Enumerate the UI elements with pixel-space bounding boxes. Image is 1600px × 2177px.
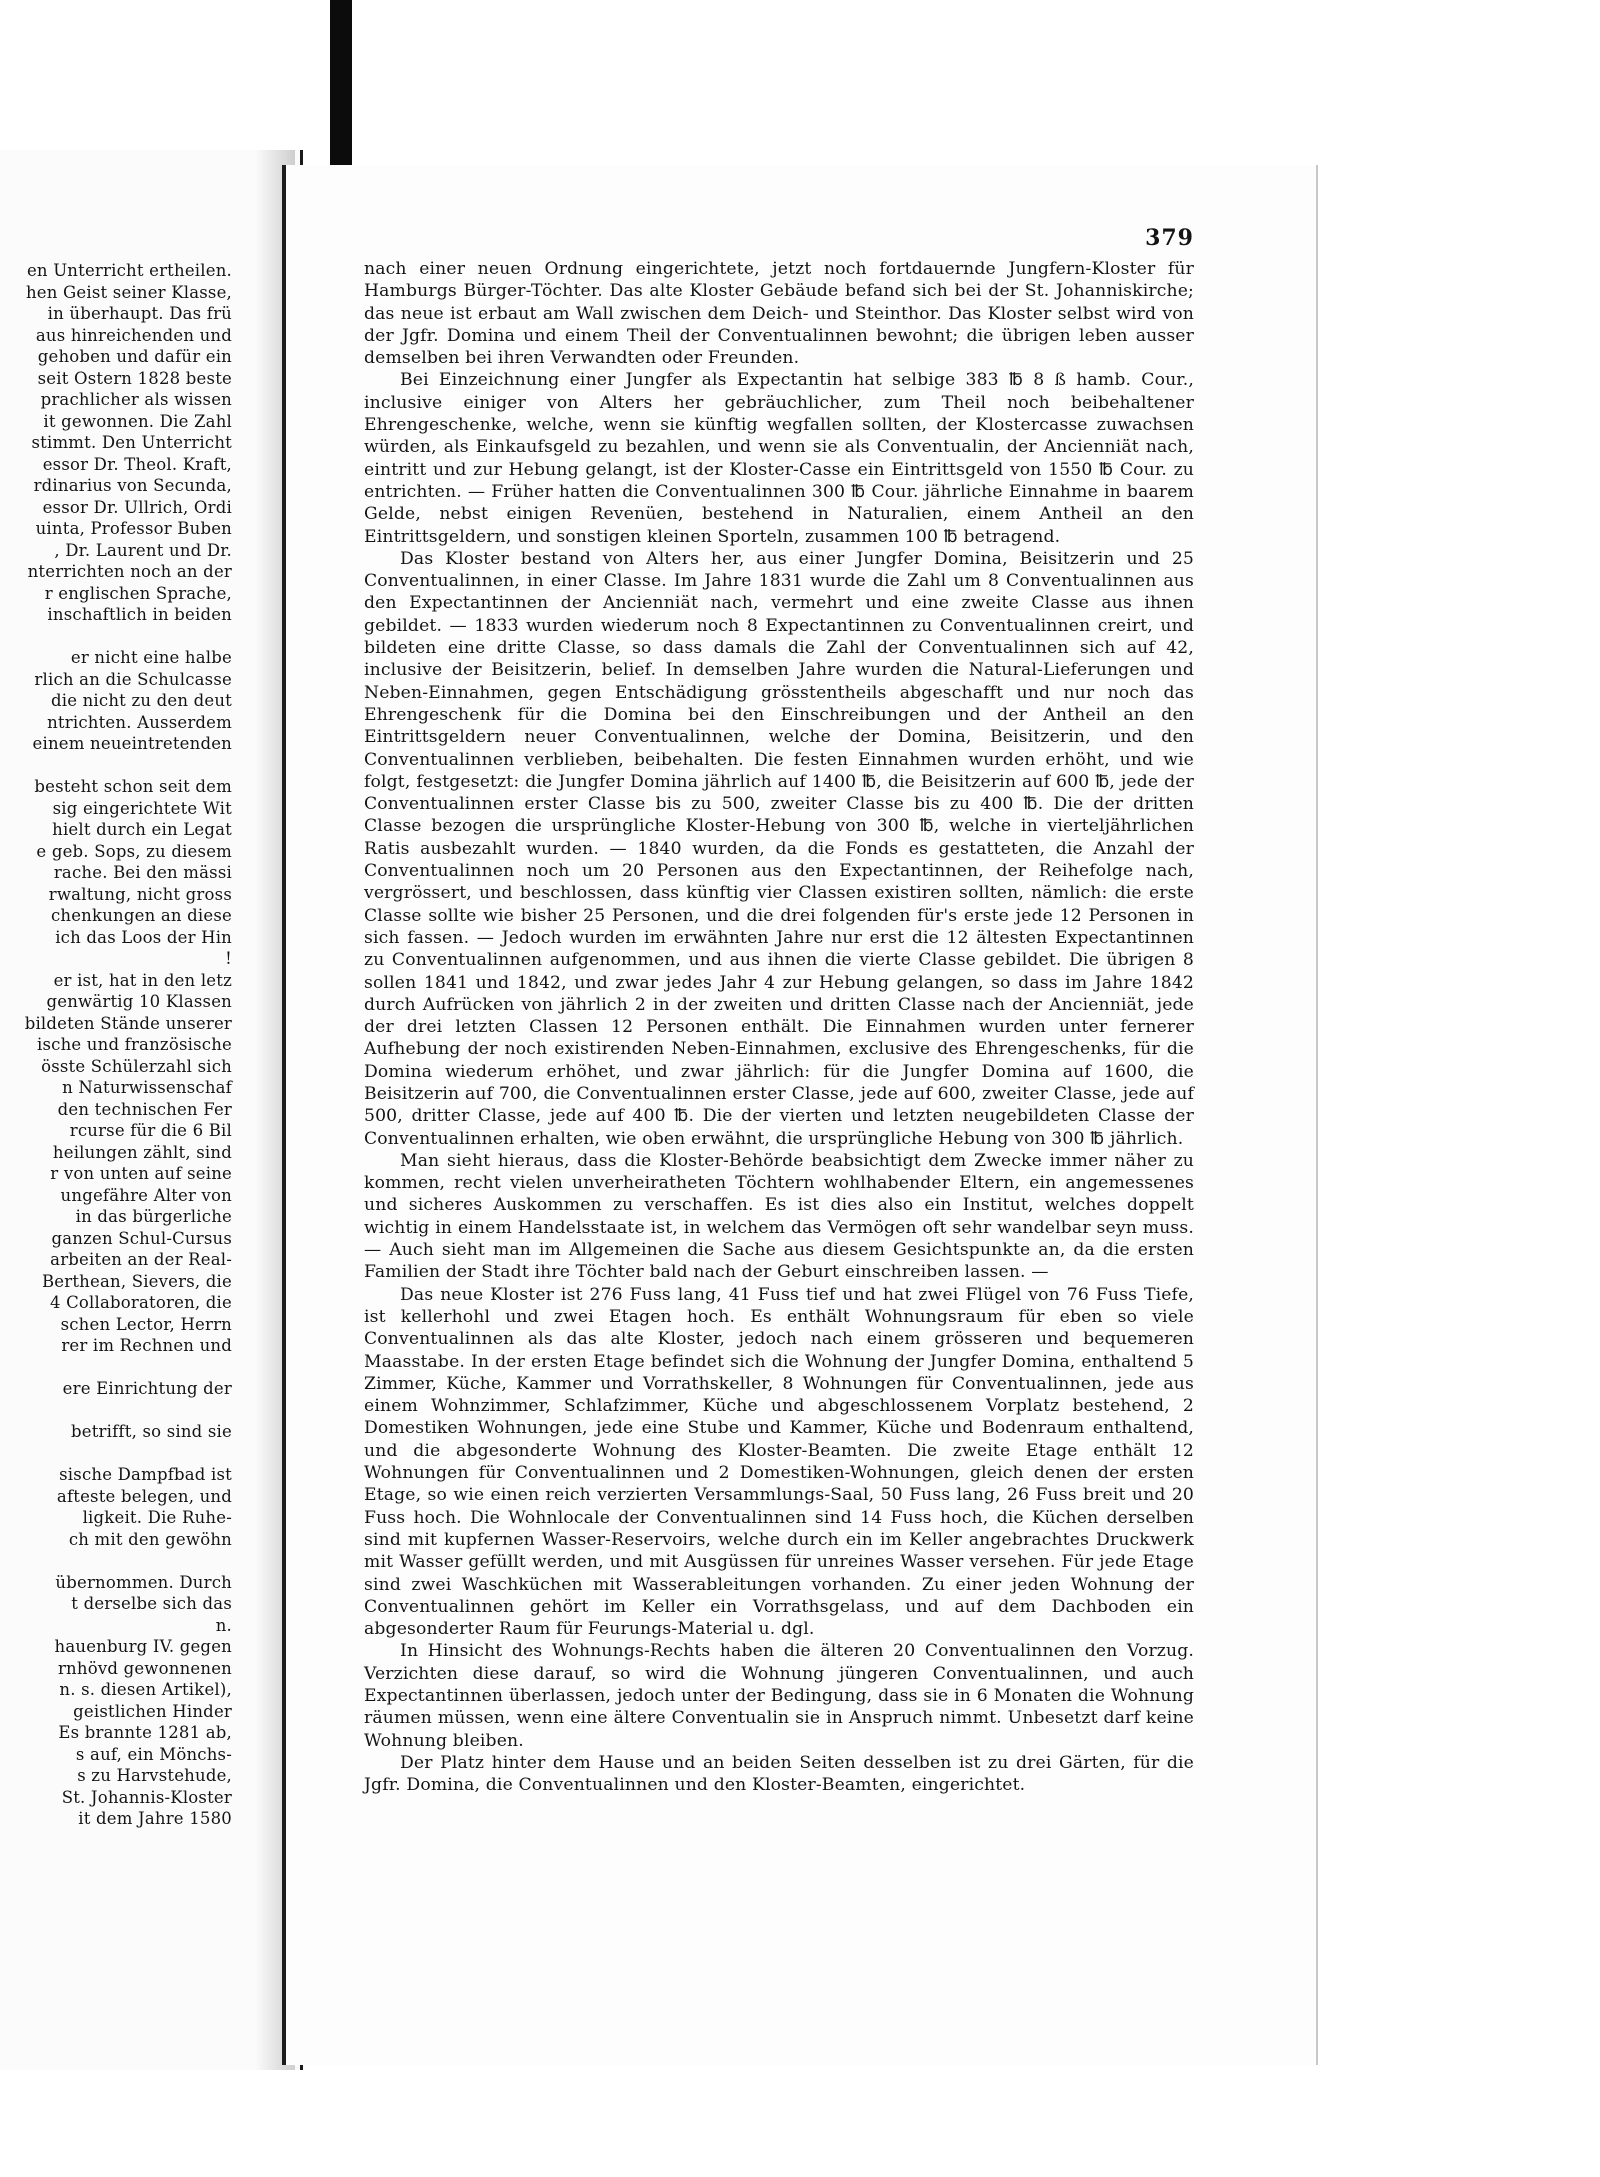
left-page-line: seit Ostern 1828 beste	[37, 368, 232, 388]
left-page-line: ische und französische	[36, 1035, 232, 1054]
left-page-line: uinta, Professor Buben	[35, 519, 232, 538]
blank-line	[0, 1550, 232, 1572]
left-page-line: geistlichen Hinder	[73, 1701, 232, 1721]
paragraph: Der Platz hinter dem Hause und an beiden Seiten desselben ist zu drei Gärten, für die Jgfr. Domina, die Conventualinnen und den Kloster-Beamten, eingerichtet.	[364, 1752, 1194, 1796]
left-page-line: in das bürgerliche	[75, 1207, 232, 1226]
left-page-line: en Unterricht ertheilen.	[26, 261, 232, 280]
left-page-line: genwärtig 10 Klassen	[46, 992, 232, 1011]
left-page-line: s auf, ein Mönchs-	[75, 1744, 232, 1764]
left-page-line: r englischen Sprache,	[44, 583, 232, 603]
paragraph: Man sieht hieraus, dass die Kloster-Behörde beabsichtigt dem Zwecke immer näher zu kommen, recht vielen unverheiratheten Töchtern wohlhabender Eltern, ein angemessenes und sicheres Auskommen zu verschaffen. Es ist dies also ein Institut, welches doppelt wichtig in einem Handelsstaate ist, in welchem das Vermögen oft sehr wandelbar seyn muss. — Auch sieht man im Allgemeinen die Sache aus diesem Gesichtspunkte an, da die ersten Familien der Stadt ihre Töchter bald nach der Geburt einschreiben lassen. —	[364, 1150, 1194, 1283]
left-page-line: chenkungen an diese	[50, 906, 232, 925]
page-number: 379	[1145, 225, 1194, 251]
left-page-line: er nicht eine halbe	[70, 648, 232, 667]
left-page-line: betrifft, so sind sie	[71, 1422, 232, 1441]
left-page-line: essor Dr. Theol. Kraft,	[42, 454, 232, 474]
paragraph: In Hinsicht des Wohnungs-Rechts haben die älteren 20 Conventualinnen den Vorzug. Verzichten diese darauf, so wird die Wohnung jüngeren Conventualinnen, und auch Expectantinnen überlassen, jedoch unter der Bedingung, dass sie in 6 Monaten die Wohnung räumen müssen, wenn eine ältere Conventualin sie in Anspruch nimmt. Unbesetzt darf keine Wohnung bleiben.	[364, 1641, 1194, 1751]
left-page-line: rer im Rechnen und	[61, 1336, 232, 1355]
left-page-line: rnhövd gewonnenen	[57, 1658, 232, 1678]
left-page-line: it gewonnen. Die Zahl	[43, 411, 232, 431]
left-page-line: ere Einrichtung der	[62, 1379, 232, 1398]
left-page-line: Berthean, Sievers, die	[41, 1271, 232, 1291]
left-page-line: rdinarius von Secunda,	[33, 476, 232, 495]
blank-line	[0, 1357, 232, 1379]
left-page-line: inschaftlich in beiden	[47, 605, 232, 624]
left-page-line: s zu Harvstehude,	[77, 1766, 232, 1785]
left-page-line: hauenburg IV. gegen	[54, 1637, 232, 1656]
left-page-line: einem neueintretenden	[32, 734, 232, 753]
paragraph: nach einer neuen Ordnung eingerichtete, jetzt noch fortdauernde Jungfern-Kloster für Hamburgs Bürger-Töchter. Das alte Kloster Gebäude befand sich bei der St. Johanniskirche; das neue ist erbaut am Wall zwischen dem Deich- und Steinthor. Das Kloster selbst wird von der Jgfr. Domina und einem Theil der Conventualinnen bewohnt; die übrigen leben ausser demselben bei ihren Verwandten oder Freunden.	[364, 259, 1194, 369]
left-page-line: nterrichten noch an der	[27, 562, 232, 581]
left-page-line: 4 Collaboratoren, die	[49, 1293, 232, 1312]
left-page-line: essor Dr. Ullrich, Ordi	[42, 497, 232, 517]
left-page-line: össte Schülerzahl sich	[41, 1056, 232, 1076]
left-page-line: St. Johannis-Kloster	[61, 1787, 232, 1807]
left-page-line: er ist, hat in den letz	[53, 970, 232, 990]
left-page-line: rcurse für die 6 Bil	[69, 1121, 232, 1140]
left-page-line: it dem Jahre 1580	[78, 1809, 232, 1828]
left-page-line: !	[225, 949, 232, 968]
left-page-line: t derselbe sich das	[71, 1594, 232, 1613]
left-page-line: ich das Loos der Hin	[55, 927, 232, 947]
left-page-line: ch mit den gewöhn	[68, 1529, 232, 1549]
left-page-line: rlich an die Schulcasse	[34, 669, 232, 689]
left-page-line: n.	[215, 1615, 232, 1635]
left-page-line: rache. Bei den mässi	[53, 863, 232, 882]
left-page-line: Es brannte 1281 ab,	[58, 1723, 232, 1742]
right-page	[282, 165, 1318, 2065]
left-page-line: in überhaupt. Das frü	[47, 304, 232, 323]
left-page-line: ungefähre Alter von	[60, 1185, 232, 1205]
left-page-line: , Dr. Laurent und Dr.	[54, 540, 232, 560]
body-text	[364, 258, 1194, 1796]
left-page-line: den technischen Fer	[57, 1099, 232, 1119]
left-page-line: afteste belegen, und	[56, 1486, 232, 1506]
blank-line	[0, 1400, 232, 1422]
left-page-line: heilungen zählt, sind	[52, 1142, 232, 1162]
left-page-line: bildeten Stände unserer	[24, 1013, 232, 1033]
left-page-line: hielt durch ein Legat	[52, 820, 232, 839]
blank-line	[0, 626, 232, 648]
paragraph: Das neue Kloster ist 276 Fuss lang, 41 Fuss tief und hat zwei Flügel von 76 Fuss Tiefe, ist kellerhohl und zwei Etagen hoch. Es enthält Wohnungsraum für eben so viele Conventualinnen als das alte Kloster, jedoch nach einem grösseren und bequemeren Maasstabe. In der ersten Etage befindet sich die Wohnung der Jungfer Domina, enthaltend 5 Zimmer, Küche, Kammer und Vorrathskeller, 8 Wohnungen für Conventualinnen, jede aus einem Wohnzimmer, Schlafzimmer, Küche und abgeschlossenem Vorplatz bestehend, 2 Domestiken Wohnungen, jede eine Stube und Kammer, Küche und Bodenraum enthaltend, und die abgesonderte Wohnung des Kloster-Beamten. Die zweite Etage enthält 12 Wohnungen für Conventualinnen und 2 Domestiken-Wohnungen, gleich denen der ersten Etage, so wie einen reich verzierten Versammlungs-Saal, 50 Fuss lang, 26 Fuss breit und 20 Fuss hoch. Die Wohnlocale der Conventualinnen sind 14 Fuss hoch, die Küchen derselben sind mit kupfernen Wasser-Reservoirs, welche durch ein im Keller angebrachtes Druckwerk mit Wasser gefüllt werden, und mit Ausgüssen für unreines Wasser versehen. Für jede Etage sind zwei Waschküchen mit Wasserableitungen vorhanden. Zu einer jeden Wohnung der Conventualinnen gehört im Keller ein Vorrathsgelass, und auf dem Dachboden ein abgesonderter Raum für Feurungs-Material u. dgl.	[364, 1284, 1194, 1640]
left-page-line: ganzen Schul-Cursus	[51, 1228, 232, 1248]
paragraph: Das Kloster bestand von Alters her, aus einer Jungfer Domina, Beisitzerin und 25 Conventualinnen, in einer Classe. Im Jahre 1831 wurde die Zahl um 8 Conventualinnen aus den Expectantinnen der Ancienniät nach, vermehrt und eine zweite Classe aus ihnen gebildet. — 1833 wurden wiederum noch 8 Expectantinnen zu Conventualinnen creirt, und bildeten eine dritte Classe, so dass damals die Zahl der Conventualinnen sich auf 42, inclusive der Beisitzerin, belief. In demselben Jahre wurden die Natural-Lieferungen und Neben-Einnahmen, gegen Entschädigung grösstentheils abgeschafft und nur noch das Ehrengeschenk für die Domina bei den Einschreibungen und der Antheil an den Eintrittsgeldern neuer Conventualinnen, welche der Domina, Beisitzerin, und den Conventualinnen verblieben, beibehalten. Die festen Einnahmen wurden erhöht, und wie folgt, festgesetzt: die Jungfer Domina jährlich auf 1400 ℔, die Beisitzerin auf 600 ℔, jede der Conventualinnen erster Classe bis zu 500, zweiter Classe bis zu 400 ℔. Die der dritten Classe bezogen die ursprüngliche Kloster-Hebung von 300 ℔, welche in vierteljährlichen Ratis ausbezahlt wurden. — 1840 wurden, da die Fonds es gestatteten, die Anzahl der Conventualinnen noch um 20 Personen aus den Expectantinnen, der Reihefolge nach, vergrössert, und beschlossen, dass künftig vier Classen existiren sollten, nämlich: die erste Classe sollte wie bisher 25 Personen, und die drei folgenden für's erste jede 12 Personen in sich fassen. — Jedoch wurden im erwähnten Jahre nur erst die 12 ältesten Expectantinnen zu Conventualinnen aufgenommen, und aus ihnen die vierte Classe gebildet. Die übrigen 8 sollen 1841 und 1842, und zwar jedes Jahr 4 zur Hebung gelangen, so dass im Jahre 1842 durch Aufrücken von jährlich 2 in der zweiten und dritten Classe nach der Ancienniät, jede der drei letzten Classen 12 Personen enthält. Die Einnahmen wurden unter fernerer Aufhebung der noch existirenden Neben-Einnahmen, exclusive des Ehrengeschenks, für die Domina wiederum erhöhet, und zwar jährlich: für die Jungfer Domina auf 1600, die Beisitzerin auf 700, die Conventualinnen erster Classe, jede auf 600, zweiter Classe, jede auf 500, dritter Classe, jede auf 400 ℔. Die der vierten und letzten neugebildeten Classe der Conventualinnen erhalten, wie oben erwähnt, die ursprüngliche Hebung von 300 ℔ jährlich.	[364, 548, 1194, 1149]
left-page-line: stimmt. Den Unterricht	[31, 433, 232, 452]
left-page-line: rwaltung, nicht gross	[48, 884, 232, 904]
left-page-line: übernommen. Durch	[55, 1572, 232, 1592]
left-page-line: die nicht zu den deut	[50, 691, 232, 710]
left-page-line: r von unten auf seine	[50, 1164, 232, 1183]
left-page-line: prachlicher als wissen	[40, 390, 232, 409]
left-page-line: arbeiten an der Real-	[50, 1250, 232, 1269]
left-page-text-column	[0, 260, 232, 1830]
left-page-line: e geb. Sops, zu diesem	[36, 841, 232, 861]
binding-gutter-band	[330, 0, 352, 170]
blank-line	[0, 1443, 232, 1465]
left-page-line: aus hinreichenden und	[35, 325, 232, 345]
left-page-line: n. s. diesen Artikel),	[59, 1680, 232, 1699]
left-page-line: besteht schon seit dem	[34, 777, 232, 796]
left-page-line: ntrichten. Ausserdem	[47, 712, 232, 732]
left-page-line: hen Geist seiner Klasse,	[25, 282, 232, 302]
left-page-line: gehoben und dafür ein	[37, 347, 232, 366]
left-page-line: n Naturwissenschaf	[62, 1078, 232, 1097]
paragraph: Bei Einzeichnung einer Jungfer als Expectantin hat selbige 383 ℔ 8 ß hamb. Cour., inclusive einiger von Alters her gebräuchlicher, zum Theil noch beibehaltener Ehrengeschenke, welche, wenn sie künftig wegfallen sollten, der Klostercasse zuwachsen würden, als Einkaufsgeld zu bezahlen, und wenn sie als Conventualin, der Ancienniät nach, eintritt und zur Hebung gelangt, ist der Kloster-Casse ein Eintrittsgeld von 1550 ℔ Cour. zu entrichten. — Früher hatten die Conventualinnen 300 ℔ Cour. jährliche Einnahme in baarem Gelde, nebst einigen Revenüen, bestehend in Naturalien, einem Antheil an den Eintrittsgeldern, und sonstigen kleinen Sporteln, zusammen 100 ℔ betragend.	[364, 370, 1194, 547]
left-page-line: ligkeit. Die Ruhe-	[82, 1508, 232, 1527]
blank-line	[0, 755, 232, 777]
left-page-line: sische Dampfbad ist	[59, 1465, 232, 1484]
left-page-line: schen Lector, Herrn	[60, 1314, 232, 1334]
left-page-line: sig eingerichtete Wit	[52, 798, 232, 818]
